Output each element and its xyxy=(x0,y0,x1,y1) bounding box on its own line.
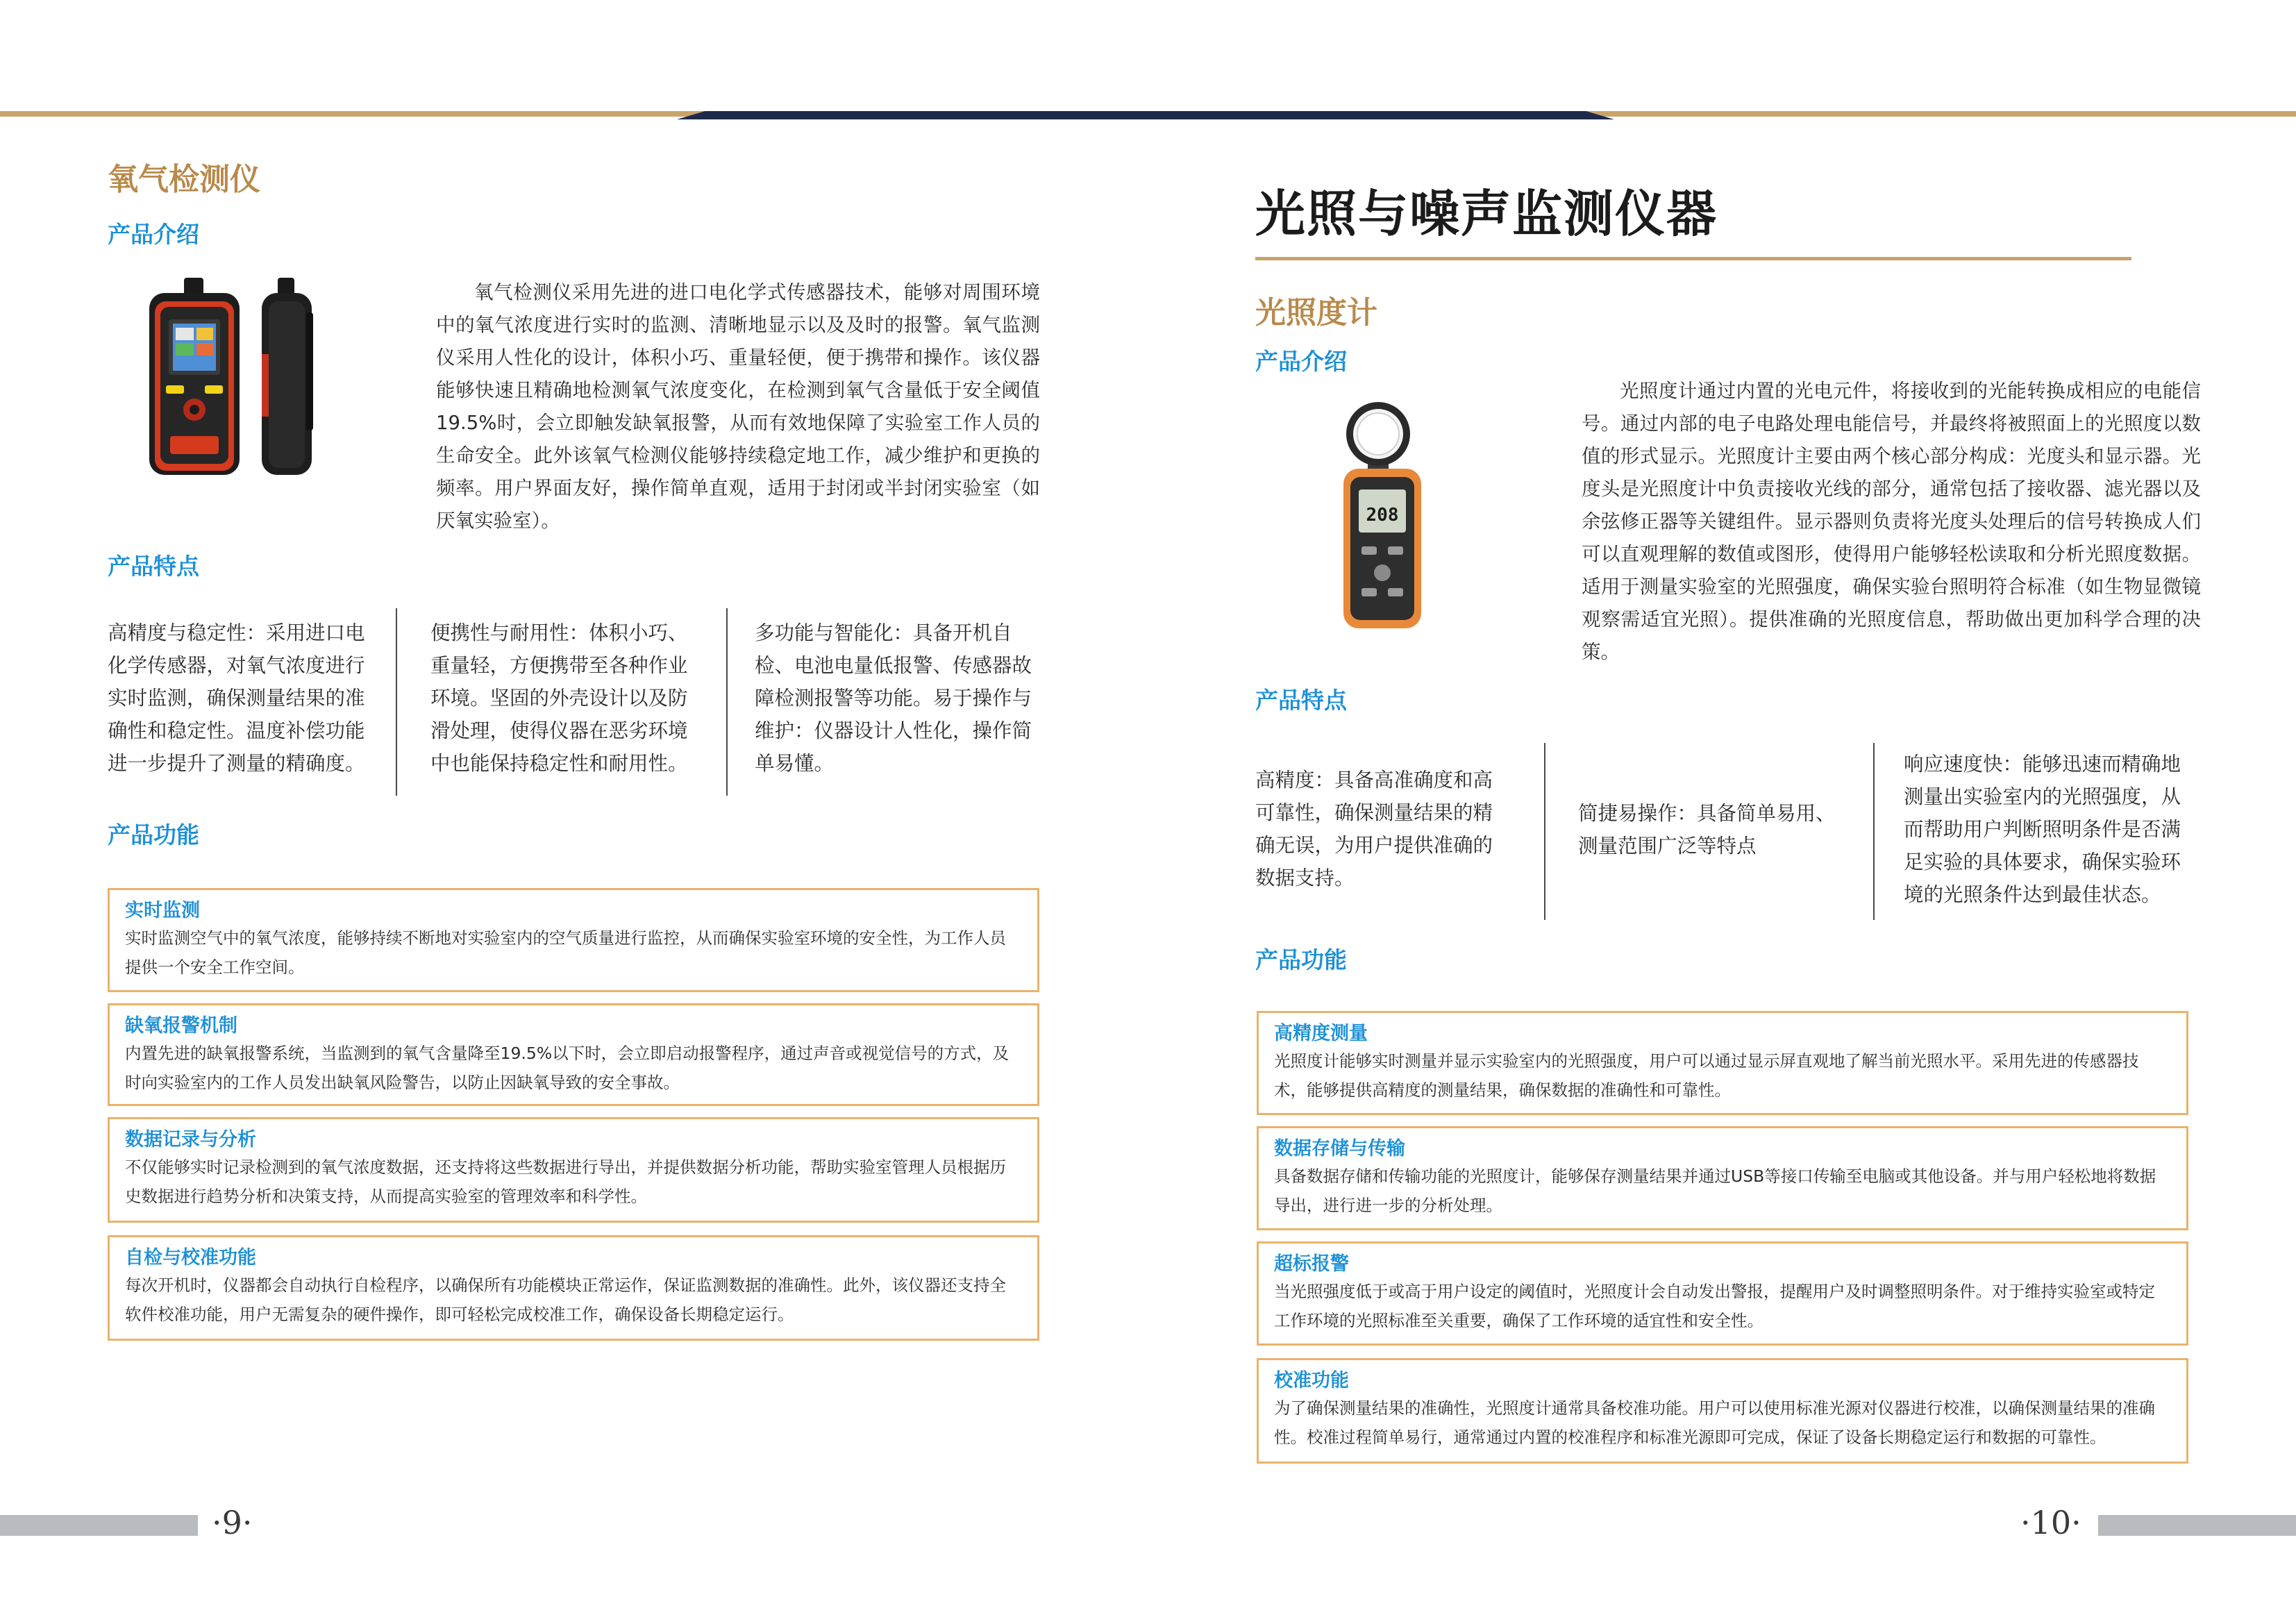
right-function-title: 高精度测量 xyxy=(1274,1023,1368,1044)
light-meter-reading: 208 xyxy=(1366,505,1399,526)
left-function-desc: 内置先进的缺氧报警系统，当监测到的氧气含量降至19.5%以下时，会立即启动报警程序，通过声音或视觉信号的方式，及时向实验室内的工作人员发出缺氧风险警告，以防止因缺氧导致的安全事故。 xyxy=(125,1044,1009,1092)
oxygen-detector-image xyxy=(142,271,337,479)
right-function-box xyxy=(1257,1011,2188,1115)
left-function-box xyxy=(108,1235,1039,1341)
left-function-title: 实时监测 xyxy=(125,900,200,921)
right-features-heading: 产品特点 xyxy=(1255,687,1347,714)
right-intro-heading: 产品介绍 xyxy=(1255,348,1347,375)
left-function-box xyxy=(108,1003,1039,1106)
left-function-title: 自检与校准功能 xyxy=(125,1247,256,1269)
left-intro-text: 氧气检测仪采用先进的进口电化学式传感器技术，能够对周围环境中的氧气浓度进行实时的监测、清晰地显示以及及时的报警。氧气监测仪采用人性化的设计，体积小巧、重量轻便，便于携带和操作。该仪器能够快速且精确地检测氧气浓度变化，在检测到氧气含量低于安全阈值19.5%时，会立即触发缺氧报警，从而有效地保障了实验室工作人员的生命安全。此外该氧气检测仪能够持续稳定地工作，减少维护和更换的频率。用户界面友好，操作简单直观，适用于封闭或半封闭实验室（如厌氧实验室）。 xyxy=(436,281,1040,532)
left-functions-heading: 产品功能 xyxy=(108,821,199,848)
right-functions-heading: 产品功能 xyxy=(1255,946,1347,973)
right-product-title: 光照度计 xyxy=(1255,295,1377,330)
right-function-box xyxy=(1257,1358,2188,1464)
top-navy-band xyxy=(677,111,1614,119)
left-function-desc: 不仅能够实时记录检测到的氧气浓度数据，还支持将这些数据进行导出，并提供数据分析功能，帮助实验室管理人员根据历史数据进行趋势分析和决策支持，从而提高实验室的管理效率和科学性。 xyxy=(125,1157,1006,1206)
right-feature-1: 高精度：具备高准确度和高可靠性，确保测量结果的精确无误，为用户提供准确的数据支持。 xyxy=(1255,769,1493,889)
right-function-box xyxy=(1257,1241,2188,1346)
left-function-box xyxy=(108,1117,1039,1223)
left-page-number: ·9· xyxy=(212,1504,253,1541)
right-footer-bar xyxy=(2098,1515,2296,1536)
right-page-number: ·10· xyxy=(2020,1504,2081,1541)
left-function-title: 数据记录与分析 xyxy=(125,1129,256,1150)
right-title-rule xyxy=(1255,257,2131,260)
right-feature-divider-1 xyxy=(1544,743,1545,920)
right-function-desc: 为了确保测量结果的准确性，光照度计通常具备校准功能。用户可以使用标准光源对仪器进行校准，以确保测量结果的准确性。校准过程简单易行，通常通过内置的校准程序和标准光源即可完成，保证了设备长期稳定运行和数据的可靠性。 xyxy=(1274,1398,2155,1447)
left-function-title: 缺氧报警机制 xyxy=(125,1015,237,1037)
right-function-desc: 当光照强度低于或高于用户设定的阈值时，光照度计会自动发出警报，提醒用户及时调整照明条件。对于维持实验室或特定工作环境的光照标准至关重要，确保了工作环境的适宜性和安全性。 xyxy=(1274,1282,2155,1330)
left-function-box xyxy=(108,888,1039,992)
right-function-desc: 具备数据存储和传输功能的光照度计，能够保存测量结果并通过USB等接口传输至电脑或其他设备。并与用户轻松地将数据导出，进行进一步的分析处理。 xyxy=(1274,1166,2156,1215)
right-feature-divider-2 xyxy=(1873,743,1875,920)
left-function-desc: 实时监测空气中的氧气浓度，能够持续不断地对实验室内的空气质量进行监控，从而确保实验室环境的安全性，为工作人员提供一个安全工作空间。 xyxy=(125,928,1006,977)
right-feature-3: 响应速度快：能够迅速而精确地测量出实验室内的光照强度，从而帮助用户判断照明条件是否满足实验的具体要求，确保实验环境的光照条件达到最佳状态。 xyxy=(1904,753,2181,906)
light-meter-image xyxy=(1336,399,1441,635)
right-intro-text: 光照度计通过内置的光电元件，将接收到的光能转换成相应的电能信号。通过内部的电子电路处理电能信号，并最终将被照面上的光照度以数值的形式显示。光照度计主要由两个核心部分构成：光度头和显示器。光度头是光照度计中负责接收光线的部分，通常包括了接收器、滤光器以及余弦修正器等关键组件。显示器则负责将光度头处理后的信号转换成人们可以直观理解的数值或图形，使得用户能够轻松读取和分析光照度数据。适用于测量实验室的光照强度，确保实验台照明符合标准（如生物显微镜观察需适宜光照）。提供准确的光照度信息，帮助做出更加科学合理的决策。 xyxy=(1582,380,2201,663)
left-product-title: 氧气检测仪 xyxy=(108,162,260,197)
right-function-title: 数据存储与传输 xyxy=(1274,1138,1405,1160)
left-feature-1: 高精度与稳定性：采用进口电化学传感器，对氧气浓度进行实时监测，确保测量结果的准确性和稳定性。温度补偿功能进一步提升了测量的精确度。 xyxy=(108,621,365,775)
left-feature-2: 便携性与耐用性：体积小巧、重量轻，方便携带至各种作业环境。坚固的外壳设计以及防滑处理，使得仪器在恶劣环境中也能保持稳定性和耐用性。 xyxy=(430,621,688,775)
left-footer-bar xyxy=(0,1515,198,1536)
left-function-desc: 每次开机时，仪器都会自动执行自检程序，以确保所有功能模块正常运作，保证监测数据的准确性。此外，该仪器还支持全软件校准功能，用户无需复杂的硬件操作，即可轻松完成校准工作，确保设备长期稳定运行。 xyxy=(125,1275,1006,1324)
left-features-heading: 产品特点 xyxy=(108,553,199,580)
right-function-desc: 光照度计能够实时测量并显示实验室内的光照强度，用户可以通过显示屏直观地了解当前光照水平。采用先进的传感器技术，能够提供高精度的测量结果，确保数据的准确性和可靠性。 xyxy=(1274,1051,2139,1100)
left-feature-divider-2 xyxy=(726,608,728,796)
left-feature-3: 多功能与智能化：具备开机自检、电池电量低报警、传感器故障检测报警等功能。易于操作与维护：仪器设计人性化，操作简单易懂。 xyxy=(755,621,1032,775)
right-main-title: 光照与噪声监测仪器 xyxy=(1255,185,1718,243)
left-intro-heading: 产品介绍 xyxy=(108,221,199,248)
right-function-title: 超标报警 xyxy=(1274,1253,1349,1275)
right-function-box xyxy=(1257,1126,2188,1230)
right-function-title: 校准功能 xyxy=(1274,1370,1349,1391)
left-feature-divider-1 xyxy=(396,608,397,796)
right-feature-2: 简捷易操作：具备简单易用、测量范围广泛等特点 xyxy=(1578,802,1836,857)
